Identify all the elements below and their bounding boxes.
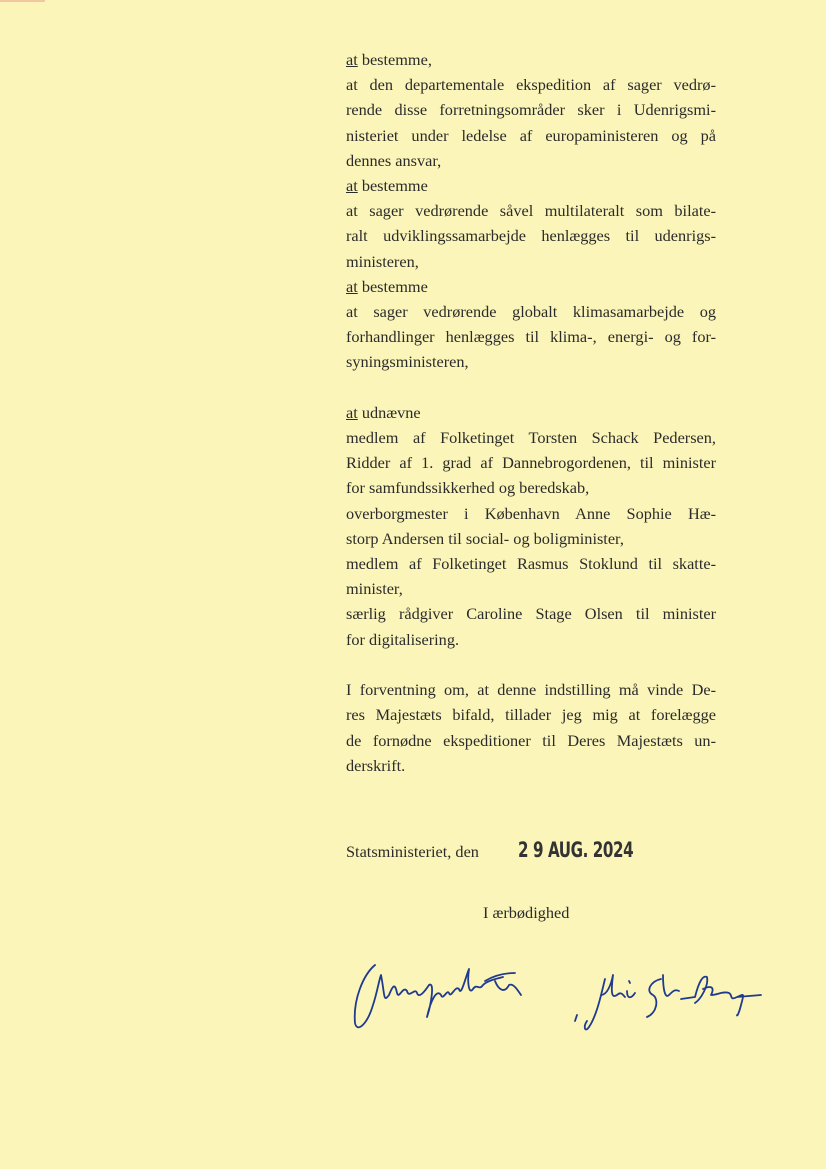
text-line: [346, 478, 716, 498]
line-text: for samfundssikkerhed og beredskab,: [346, 478, 590, 498]
text-line: [346, 504, 716, 524]
text-line: [346, 252, 716, 272]
text-line: [346, 403, 716, 423]
text-line: [346, 277, 716, 297]
line-text: bestemme: [357, 176, 428, 195]
line-text: bestemme: [357, 276, 428, 296]
line-text: dennes ansvar,: [346, 150, 442, 170]
line-text: særlig rådgiver Caroline Stage Olsen til minister: [346, 604, 716, 624]
text-line: [346, 126, 716, 146]
text-line: [346, 100, 716, 120]
line-text: nisteriet under ledelse af europaministeren og på: [346, 125, 716, 145]
line-text: at den departementale ekspedition af sager vedrø-: [346, 75, 716, 95]
text-line: [346, 731, 716, 751]
text-line: [346, 705, 716, 725]
text-line: [346, 176, 716, 196]
text-line: [346, 630, 716, 650]
text-line: [346, 50, 716, 70]
line-text: minister,: [346, 579, 403, 599]
text-line: [346, 352, 716, 372]
text-line: [346, 327, 716, 347]
line-text: overborgmester i København Anne Sophie Hæ-: [346, 503, 716, 523]
underlined-at: at: [346, 176, 358, 195]
line-text: ralt udviklingssamarbejde henlægges til udenrigs-: [346, 226, 716, 246]
line-text: forhandlinger henlægges til klima-, energi- og for-: [346, 327, 716, 347]
line-text: medlem af Folketinget Rasmus Stoklund til skatte-: [346, 554, 716, 573]
line-text: I forventning om, at denne indstilling må vinde De-: [346, 680, 716, 700]
text-line: [346, 201, 716, 221]
line-text: bestemme,: [357, 50, 432, 69]
date-label: Statsministeriet, den: [346, 842, 479, 861]
line-text: res Majestæts bifald, tillader jeg mig at forelægge: [346, 705, 716, 725]
underlined-at: at: [346, 402, 358, 422]
line-text: syningsministeren,: [346, 352, 469, 372]
text-line: [346, 604, 716, 624]
line-text: medlem af Folketinget Torsten Schack Pedersen,: [346, 428, 716, 447]
handwritten-signature: [345, 955, 765, 1040]
underlined-at: at: [346, 276, 358, 296]
text-line: [346, 453, 716, 473]
text-line: [346, 75, 716, 95]
scan-edge-mark: [0, 0, 45, 2]
line-text: de fornødne ekspeditioner til Deres Majestæts un-: [346, 730, 716, 750]
date-stamp: 2 9 AUG. 2024: [518, 838, 634, 862]
line-text: ministeren,: [346, 251, 419, 271]
line-text: derskrift.: [346, 756, 406, 775]
line-text: at sager vedrørende globalt klimasamarbejde og: [346, 302, 716, 321]
line-text: at sager vedrørende såvel multilateralt som bilate-: [346, 201, 716, 221]
line-text: rende disse forretningsområder sker i Udenrigsmi-: [346, 100, 716, 120]
line-text: Ridder af 1. grad af Dannebrogordenen, til minister: [346, 453, 716, 473]
text-line: [346, 428, 716, 448]
underlined-at: at: [346, 50, 358, 69]
line-text: for digitalisering.: [346, 629, 460, 649]
text-line: [346, 756, 716, 776]
closing-salutation: I ærbødighed: [483, 903, 570, 922]
text-line: [346, 529, 716, 549]
text-line: [346, 554, 716, 574]
line-text: storp Andersen til social- og boligminister,: [346, 528, 624, 548]
text-line: [346, 226, 716, 246]
text-line: [346, 680, 716, 700]
text-line: [346, 579, 716, 599]
line-text: udnævne: [357, 402, 421, 422]
text-line: [346, 302, 716, 322]
text-line: [346, 151, 716, 171]
